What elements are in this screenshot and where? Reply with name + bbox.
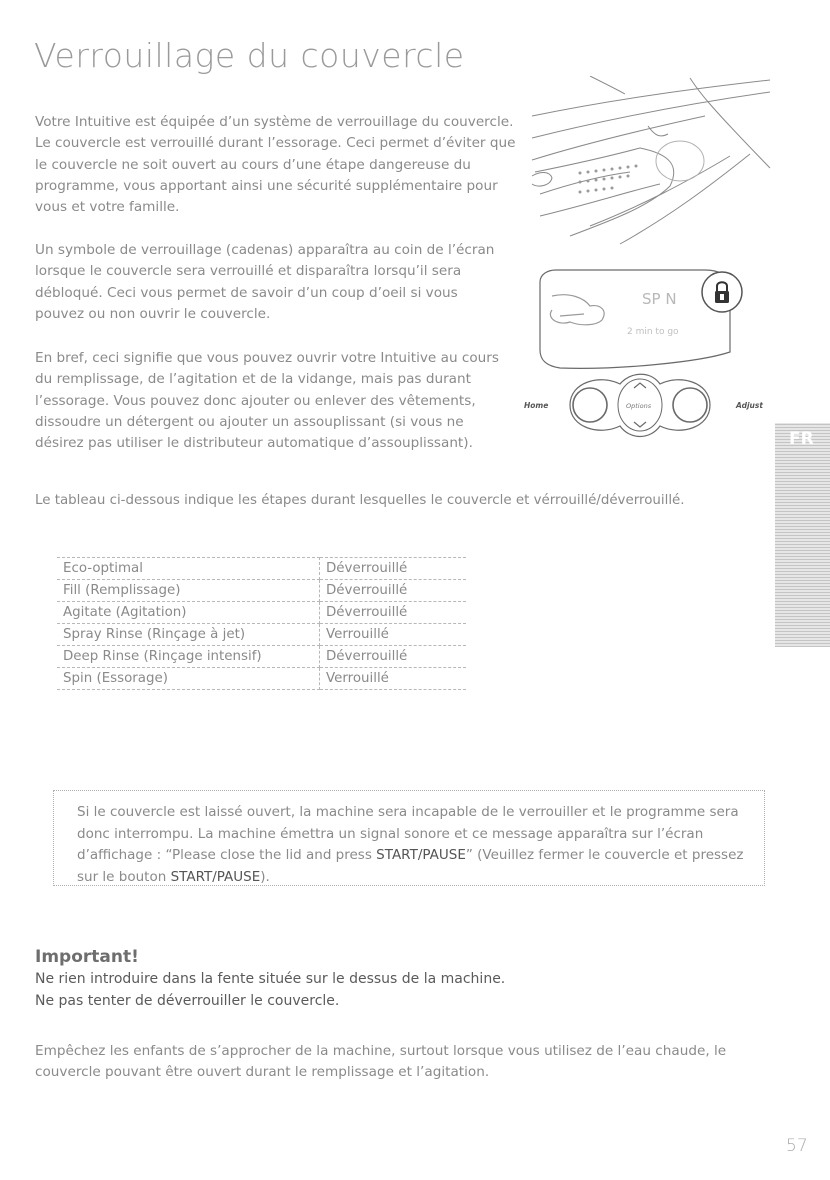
notice-text: [77, 802, 757, 888]
display-text: SP N: [642, 290, 677, 308]
display-subtext: 2 min to go: [627, 327, 679, 337]
page-title: Verrouillage du couvercle: [34, 36, 465, 75]
children-warning-paragraph: Empêchez les enfants de s’approcher de la machine, surtout lorsque vous utilisez de l’eau chaude, le couvercle pouvant être ouvert durant le remplissage et l’agitation.: [35, 1043, 727, 1081]
table-cell-step: Spray Rinse (Rinçage à jet): [57, 624, 320, 646]
table-cell-step: Eco-optimal: [57, 558, 320, 580]
start-pause-key: START/PAUSE: [170, 868, 261, 885]
important-heading: Important!: [35, 947, 139, 967]
important-line: Ne rien introduire dans la fente située sur le dessus de la machine.: [35, 971, 506, 987]
table-cell-state: Verrouillé: [320, 668, 467, 690]
table-intro-paragraph: Le tableau ci-dessous indique les étapes durant lesquelles le couvercle et vérrouillé/déverrouillé.: [35, 493, 685, 508]
notice-text-part: ” (Veuillez fermer le couvercle et pressez sur le bouton: [77, 847, 744, 885]
lock-symbol-paragraph: Un symbole de verrouillage (cadenas) apparaîtra au coin de l’écran lorsque le couvercle sera verrouillé et disparaîtra lorsqu’il sera débloqué. Ceci vous permet de savoir d’un coup d’oeil si vous pouvez ou non ouvrir le couvercle.: [35, 242, 495, 322]
options-label: Options: [626, 402, 652, 410]
table-cell-state: Verrouillé: [320, 624, 467, 646]
table-cell-state: Déverrouillé: [320, 580, 467, 602]
notice-text-part: Si le couvercle est laissé ouvert, la machine sera incapable de le verrouiller et le programme sera donc interrompu. La machine émettra un signal sonore et ce message apparaîtra sur l’écran d’affichage : “Please close the lid and press: [77, 804, 739, 863]
table-row: [57, 580, 466, 602]
adjust-label: Adjust: [736, 401, 763, 410]
table-row: [57, 668, 466, 690]
lid-open-notice: [53, 790, 765, 886]
table-row: [57, 624, 466, 646]
language-tab-label: FR: [789, 429, 814, 449]
page-number: 57: [786, 1136, 808, 1156]
summary-paragraph: En bref, ceci signifie que vous pouvez ouvrir votre Intuitive au cours du remplissage, de l’agitation et de la vidange, mais pas durant l’essorage. Vous pouvez donc ajouter ou enlever des vêtements, dissoudre un détergent ou ajouter un assouplissant (si vous ne désirez pas utiliser le distributeur automatique d’assouplissant).: [35, 350, 499, 452]
adjust-button[interactable]: [673, 388, 707, 422]
lid-lock-table: [57, 557, 466, 690]
notice-text-part: ).: [260, 868, 270, 885]
language-tab: [775, 423, 830, 647]
start-pause-key: START/PAUSE: [376, 847, 466, 863]
table-cell-step: Spin (Essorage): [57, 668, 320, 690]
table-cell-step: Fill (Remplissage): [57, 580, 320, 602]
table-row: [57, 602, 466, 624]
home-label: Home: [524, 401, 549, 410]
table-row: [57, 558, 466, 580]
lid-slot-illustration: [530, 76, 775, 251]
table-cell-state: Déverrouillé: [320, 558, 467, 580]
control-panel-illustration: [500, 262, 775, 447]
table-cell-step: Deep Rinse (Rinçage intensif): [57, 646, 320, 668]
lock-icon: [702, 272, 742, 312]
table-row: [57, 646, 466, 668]
table-cell-state: Déverrouillé: [320, 602, 467, 624]
important-line: Ne pas tenter de déverrouiller le couvercle.: [35, 993, 340, 1009]
intro-paragraph: Votre Intuitive est équipée d’un système de verrouillage du couvercle. Le couvercle est verrouillé durant l’essorage. Ceci permet d’éviter que le couvercle ne soit ouvert au cours d’une étape dangereuse du programme, vous apportant ainsi une sécurité supplémentaire pour vous et votre famille.: [35, 114, 516, 216]
table-cell-step: Agitate (Agitation): [57, 602, 320, 624]
table-cell-state: Déverrouillé: [320, 646, 467, 668]
home-button[interactable]: [573, 388, 607, 422]
